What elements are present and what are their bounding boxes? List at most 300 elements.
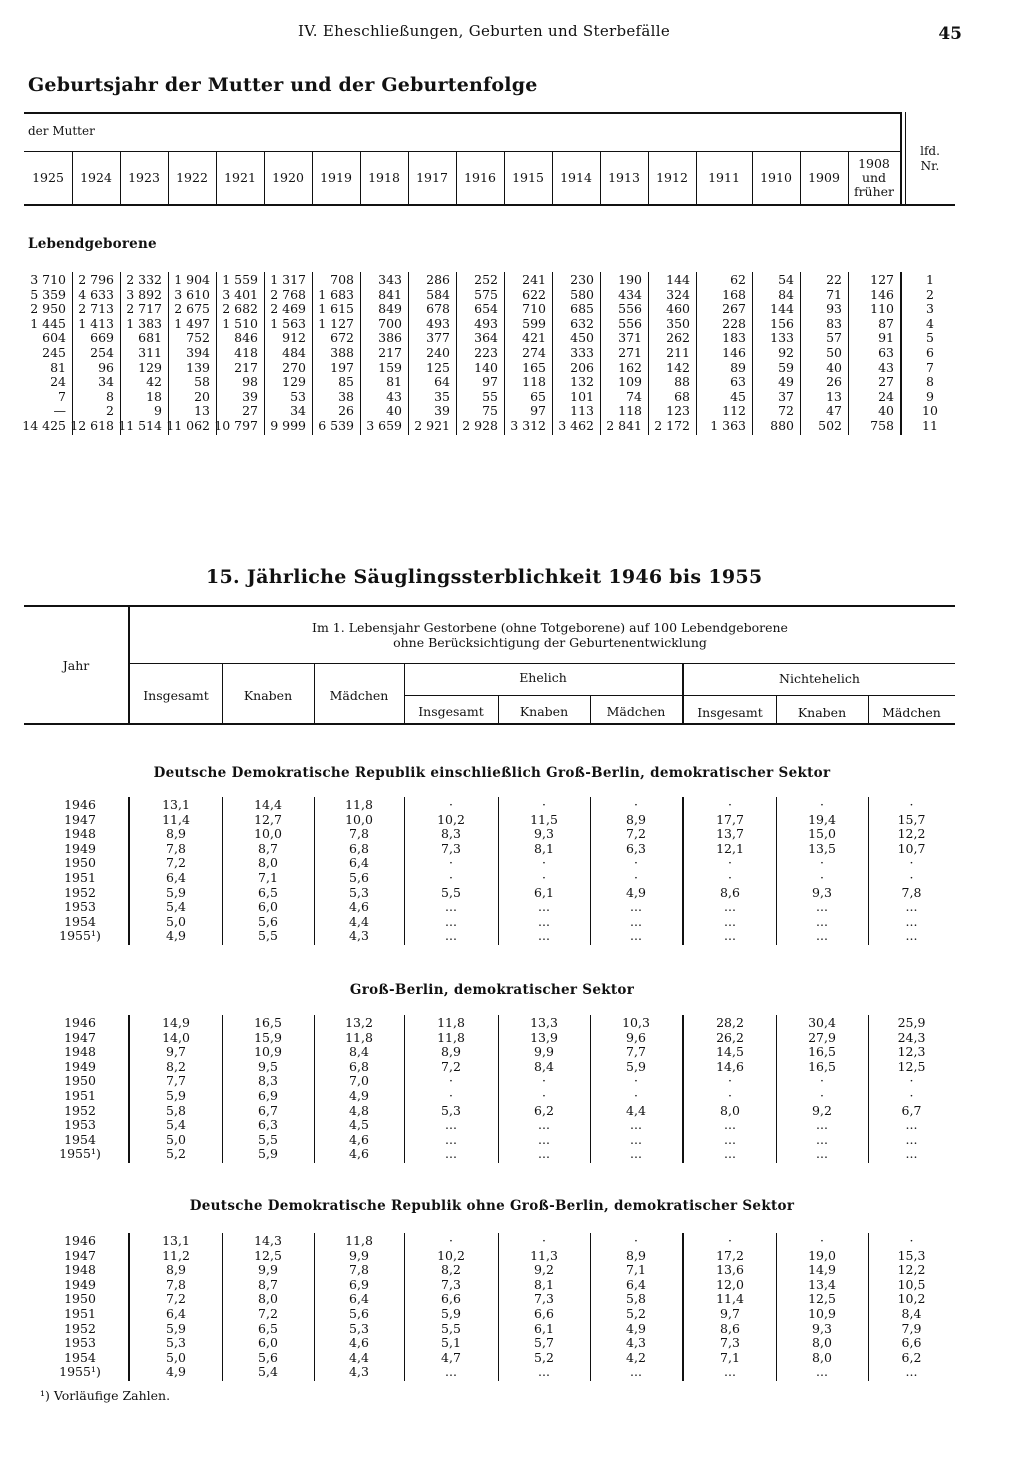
table2-super-header: Im 1. Lebensjahr Gestorbene (ohne Totgeborene) auf 100 Lebendgeborene ohne Berücksichtigung der Geburtenentwicklung <box>312 620 788 650</box>
page-number: 45 <box>938 24 962 44</box>
table-cell: 8,7 <box>258 1276 278 1292</box>
table-cell: 4,9 <box>166 928 186 944</box>
table-cell: 5,0 <box>166 1349 186 1365</box>
table-cell: 5,7 <box>534 1335 554 1351</box>
table-cell: 4,9 <box>626 884 646 900</box>
table-cell: 4,4 <box>349 913 369 929</box>
table-cell: 5,4 <box>166 899 186 915</box>
table-cell: 556 <box>618 301 642 317</box>
table-cell: 55 <box>482 388 498 404</box>
table-cell: 10,5 <box>897 1276 926 1292</box>
table-cell: 11,4 <box>716 1291 744 1307</box>
table-cell: 109 <box>618 374 642 390</box>
table-cell: · <box>820 797 824 812</box>
col-divider <box>408 152 409 204</box>
table-cell: · <box>542 1073 546 1089</box>
table-cell: 8,9 <box>441 1044 461 1060</box>
table-cell: ... <box>630 928 642 944</box>
table-cell: 40 <box>878 403 894 419</box>
header-nichtehelich: Nichtehelich <box>779 671 860 686</box>
table-cell: 8,0 <box>812 1335 832 1351</box>
table-cell: 5,3 <box>441 1102 461 1118</box>
table-cell: ... <box>538 928 550 944</box>
table-cell: 13,2 <box>345 1015 373 1030</box>
table-cell: 484 <box>282 345 306 360</box>
table-cell: · <box>820 1073 824 1089</box>
table-cell: · <box>820 1088 824 1103</box>
table-cell: 2 675 <box>174 301 210 317</box>
table-cell: 4,4 <box>349 1349 369 1365</box>
table-cell: 4,4 <box>626 1102 646 1118</box>
table-cell: ... <box>905 1364 918 1380</box>
table-cell: 8 <box>106 388 114 404</box>
table-cell: ... <box>816 928 828 944</box>
table-cell: 4,6 <box>349 1146 369 1162</box>
table-cell: 10,2 <box>437 1247 465 1263</box>
table-cell: 6,2 <box>534 1102 554 1118</box>
table-cell: ... <box>905 1146 918 1162</box>
table-cell: 3 462 <box>558 418 594 433</box>
table-cell: 350 <box>666 315 690 331</box>
table-cell: 493 <box>474 315 498 331</box>
chapter-title: IV. Eheschließungen, Geburten und Sterbefälle <box>298 22 671 40</box>
table-cell: 5,4 <box>166 1117 186 1133</box>
table-cell: 53 <box>290 388 306 404</box>
table-cell: · <box>728 1073 732 1089</box>
col-divider <box>848 152 849 204</box>
table-cell: 12,3 <box>897 1044 926 1060</box>
table-cell: 8,0 <box>258 1291 278 1307</box>
year-label: 1948 <box>64 1262 96 1278</box>
table-cell: 604 <box>42 330 66 346</box>
table-cell: 371 <box>618 330 642 346</box>
table-cell: 129 <box>282 374 306 390</box>
year-label: 1952 <box>64 1102 96 1118</box>
table-cell: 4,5 <box>349 1117 369 1133</box>
table1-section-title: Lebendgeborene <box>28 236 157 252</box>
year-label: 1951 <box>64 1088 96 1103</box>
table-cell: 27 <box>878 374 894 390</box>
table-cell: 262 <box>666 330 690 346</box>
table-cell: ... <box>445 1117 457 1133</box>
table-cell: 7,2 <box>166 1291 186 1307</box>
table-cell: 6,3 <box>258 1117 278 1133</box>
table-cell: 4 633 <box>78 286 114 302</box>
table-cell: 6,8 <box>349 1058 369 1074</box>
table-cell: 5,8 <box>626 1291 646 1307</box>
table-cell: 35 <box>434 388 450 404</box>
year-header: 1909 <box>808 170 840 185</box>
table-cell: 91 <box>878 330 894 346</box>
table-cell: 343 <box>378 272 402 287</box>
table-cell: 133 <box>770 330 794 346</box>
year-label: 1948 <box>64 1044 96 1060</box>
table-cell: 97 <box>482 374 498 390</box>
table-cell: 5,5 <box>441 1320 461 1336</box>
table-cell: 9,2 <box>534 1262 554 1278</box>
table-cell: 2 682 <box>222 301 258 317</box>
table-cell: 7,2 <box>626 826 646 842</box>
table-cell: ... <box>816 1117 828 1133</box>
table-cell: 2 <box>106 403 114 419</box>
table-cell: 83 <box>826 315 842 331</box>
table-cell: 11,8 <box>437 1029 465 1045</box>
table-cell: ... <box>630 1131 642 1147</box>
table-cell: 190 <box>618 272 642 287</box>
table-cell: 12,5 <box>254 1247 282 1263</box>
table-cell: 8,4 <box>349 1044 369 1060</box>
year-header: 1922 <box>176 170 208 185</box>
table-cell: 6,6 <box>901 1335 922 1351</box>
table-cell: 223 <box>474 345 498 360</box>
table-cell: 14,9 <box>808 1262 836 1278</box>
lfd-number: 5 <box>926 330 934 346</box>
table-cell: 8,1 <box>534 1276 554 1292</box>
table-cell: 63 <box>730 374 746 390</box>
table-cell: · <box>820 1233 824 1248</box>
table-cell: ... <box>630 899 642 915</box>
year-label: 1953 <box>64 899 96 915</box>
table-cell: · <box>634 1088 638 1103</box>
table-cell: 678 <box>426 301 450 317</box>
table-cell: ... <box>538 1146 550 1162</box>
table-cell: 11 062 <box>166 418 210 433</box>
table-cell: 2 950 <box>30 301 66 317</box>
table-cell: 14,5 <box>716 1044 744 1060</box>
table-cell: — <box>53 403 66 419</box>
table-cell: 13,3 <box>530 1015 558 1030</box>
table-cell: 13,1 <box>162 1233 190 1248</box>
table-cell: 50 <box>826 345 842 360</box>
table-cell: 8,1 <box>534 840 554 856</box>
table-cell: 333 <box>570 345 594 360</box>
table-cell: 3 312 <box>510 418 546 433</box>
table-cell: 38 <box>338 388 354 404</box>
table-cell: ... <box>816 913 828 929</box>
lfd-number: 2 <box>926 286 934 302</box>
table-cell: 101 <box>570 388 594 404</box>
table-cell: 394 <box>186 345 210 360</box>
table-cell: ... <box>724 1146 736 1162</box>
table2-section-title: Deutsche Demokratische Republik ohne Groß-Berlin, demokratischer Sektor <box>189 1198 795 1214</box>
table-cell: 26,2 <box>716 1029 744 1045</box>
table-cell: 8,9 <box>626 1247 646 1263</box>
table-cell: 2 172 <box>654 418 690 433</box>
table-cell: 140 <box>474 359 498 375</box>
header-nichtehelich-insgesamt: Insgesamt <box>697 705 763 720</box>
table2-section-title: Groß-Berlin, demokratischer Sektor <box>349 982 635 998</box>
table-cell: 8,0 <box>258 855 278 871</box>
table-cell: 7,1 <box>258 870 278 885</box>
table-cell: 17,2 <box>716 1247 744 1263</box>
table-cell: 5,3 <box>349 884 369 900</box>
table-cell: 5,2 <box>166 1146 186 1162</box>
table-cell: 8,2 <box>441 1262 461 1278</box>
table-cell: 10,9 <box>254 1044 282 1060</box>
table-cell: 11,4 <box>162 811 190 827</box>
table-cell: 5,5 <box>258 928 278 944</box>
year-header: 1910 <box>760 170 792 185</box>
header-ehelich-knaben: Knaben <box>519 704 569 719</box>
table-cell: 8,4 <box>901 1306 922 1321</box>
table-cell: ... <box>630 1146 642 1162</box>
table-cell: 4,8 <box>349 1102 369 1118</box>
table-cell: 125 <box>426 359 450 375</box>
table2-group-rule <box>404 695 955 696</box>
year-header: 1923 <box>128 170 160 185</box>
table-cell: 92 <box>778 345 794 360</box>
table-cell: 7,2 <box>166 855 186 871</box>
table-cell: 6,5 <box>258 884 278 900</box>
table-cell: 40 <box>826 359 842 375</box>
table-cell: 6,4 <box>166 1306 186 1321</box>
table-cell: 6,9 <box>258 1088 278 1103</box>
table-cell: 16,5 <box>808 1044 836 1060</box>
col-divider <box>264 152 265 204</box>
table-cell: 7,7 <box>166 1073 186 1089</box>
table-cell: 7,3 <box>534 1291 554 1307</box>
table-cell: 10,3 <box>622 1015 650 1030</box>
table-cell: · <box>634 870 638 885</box>
col-divider <box>600 152 601 204</box>
table-cell: 13,7 <box>716 826 744 842</box>
table-cell: 5,0 <box>166 1131 186 1147</box>
table-cell: 71 <box>826 286 842 302</box>
table-cell: 6,1 <box>534 884 554 900</box>
table-cell: · <box>909 1088 914 1103</box>
table1-top-label: der Mutter <box>28 124 95 138</box>
table-cell: · <box>728 797 732 812</box>
table-cell: 159 <box>378 359 402 375</box>
table-cell: 11,8 <box>345 1233 373 1248</box>
table-cell: 4,2 <box>626 1349 646 1365</box>
table-cell: 4,7 <box>441 1349 461 1365</box>
table-cell: 274 <box>522 345 546 360</box>
year-label: 1953 <box>64 1335 96 1351</box>
table-cell: 4,9 <box>349 1088 369 1103</box>
table-cell: 84 <box>778 286 794 302</box>
col-divider <box>752 152 753 204</box>
table-cell: 8,9 <box>626 811 646 827</box>
table-cell: 1 413 <box>78 315 114 331</box>
year-label: 1950 <box>64 1291 96 1307</box>
table-cell: 2 717 <box>126 301 162 317</box>
year-label: 1951 <box>64 870 96 885</box>
year-label: 1954 <box>64 1131 96 1147</box>
table-cell: 1 497 <box>174 315 210 331</box>
table-cell: 6,7 <box>901 1102 922 1118</box>
table-cell: 1 383 <box>126 315 162 331</box>
table-cell: 4,6 <box>349 1131 369 1147</box>
table-cell: ... <box>724 1117 736 1133</box>
year-header: 1914 <box>560 170 592 185</box>
table-cell: 9,5 <box>258 1058 278 1074</box>
table-cell: 7,8 <box>166 840 186 856</box>
table-cell: 26 <box>826 374 842 390</box>
year-header: 1916 <box>464 170 496 185</box>
table-cell: 4,3 <box>349 928 369 944</box>
table-cell: 13,1 <box>162 797 190 812</box>
table-cell: 230 <box>570 272 594 287</box>
table-cell: 14 425 <box>22 418 66 433</box>
table-cell: 24 <box>878 388 894 404</box>
year-header: 1908 und früher <box>853 156 895 199</box>
table-cell: 15,7 <box>897 811 926 827</box>
table-cell: ... <box>724 928 736 944</box>
table-cell: ... <box>816 1131 828 1147</box>
table2-jahr-divider <box>128 605 130 724</box>
table-cell: 10,0 <box>254 826 282 842</box>
table-cell: 493 <box>426 315 450 331</box>
table-cell: 57 <box>826 330 842 346</box>
table-cell: 15,3 <box>897 1247 926 1263</box>
table-cell: 146 <box>722 345 746 360</box>
table-cell: 270 <box>282 359 306 375</box>
table-cell: 556 <box>618 315 642 331</box>
year-label: 1947 <box>64 1247 96 1263</box>
table-cell: 254 <box>90 345 114 360</box>
table-cell: 880 <box>770 418 794 433</box>
year-label: 1955¹) <box>59 1146 101 1162</box>
year-header: 1920 <box>272 170 304 185</box>
table-cell: 206 <box>570 359 594 375</box>
table-cell: 846 <box>234 330 258 346</box>
table-cell: ... <box>538 899 550 915</box>
table-cell: 584 <box>426 286 450 302</box>
table-cell: 10,9 <box>808 1306 836 1321</box>
table-cell: 271 <box>618 345 642 360</box>
table-cell: 45 <box>730 388 746 404</box>
table-cell: 4,3 <box>626 1335 646 1351</box>
col-divider <box>120 152 121 204</box>
table-cell: 24,3 <box>897 1029 926 1045</box>
table-cell: 88 <box>674 374 690 390</box>
year-label: 1950 <box>64 1073 96 1089</box>
lfd-number: 3 <box>926 301 934 317</box>
year-label: 1949 <box>64 1276 96 1292</box>
table-cell: 62 <box>730 272 746 287</box>
table-cell: · <box>820 870 824 885</box>
table-cell: 34 <box>98 374 114 390</box>
table-cell: 9,3 <box>812 1320 832 1336</box>
table-cell: 575 <box>474 286 498 302</box>
table-cell: 165 <box>522 359 546 375</box>
table-cell: 10,2 <box>897 1291 926 1307</box>
year-header: 1925 <box>32 170 64 185</box>
table-cell: · <box>909 870 914 885</box>
table-cell: 240 <box>426 345 450 360</box>
table-cell: ... <box>905 1117 918 1133</box>
table-cell: 6,7 <box>258 1102 278 1118</box>
table-cell: · <box>542 1088 546 1103</box>
table-cell: 87 <box>878 315 894 331</box>
table-cell: 10 797 <box>214 418 258 433</box>
table-cell: 11,8 <box>437 1015 465 1030</box>
table-cell: 5,3 <box>166 1335 186 1351</box>
table-cell: 6,4 <box>349 855 369 871</box>
table-cell: 96 <box>98 359 114 375</box>
table-cell: 197 <box>330 359 354 375</box>
table-cell: 85 <box>338 374 354 390</box>
table-cell: 5,6 <box>349 870 369 885</box>
table-cell: 7,3 <box>441 1276 461 1292</box>
table-cell: 849 <box>378 301 402 317</box>
year-header: 1911 <box>708 170 740 185</box>
year-header: 1918 <box>368 170 400 185</box>
col-divider <box>800 152 801 204</box>
table-cell: 142 <box>666 359 690 375</box>
header-ehelich-maedchen: Mädchen <box>606 704 666 719</box>
table1-title: Geburtsjahr der Mutter und der Geburtenfolge <box>28 74 538 96</box>
table-cell: · <box>449 1073 453 1089</box>
table-cell: 6,4 <box>349 1291 369 1307</box>
table-cell: 13 <box>826 388 842 404</box>
table-cell: 7,8 <box>901 884 922 900</box>
table-cell: 12,2 <box>897 1262 926 1278</box>
table-cell: 9,3 <box>812 884 832 900</box>
table-cell: 15,0 <box>808 826 836 842</box>
table-cell: 311 <box>138 345 162 360</box>
table-cell: 118 <box>522 374 546 390</box>
table-cell: · <box>449 797 453 812</box>
table-cell: 39 <box>242 388 258 404</box>
lfd-number: 8 <box>926 374 934 390</box>
table-cell: 9,9 <box>534 1044 554 1060</box>
table-cell: 68 <box>674 388 690 404</box>
table-cell: 7,8 <box>349 826 369 842</box>
table-cell: 19,4 <box>808 811 836 827</box>
table-cell: 7 <box>58 388 66 404</box>
table-cell: ... <box>538 1364 550 1380</box>
year-label: 1955¹) <box>59 1364 101 1380</box>
table-cell: 113 <box>570 403 594 419</box>
table-cell: 3 710 <box>30 272 66 287</box>
table-cell: ... <box>538 1117 550 1133</box>
table-cell: 8,0 <box>720 1102 740 1118</box>
table-cell: 7,7 <box>626 1044 646 1060</box>
table-cell: 6,6 <box>441 1291 461 1307</box>
table-cell: ... <box>905 1131 918 1147</box>
table-cell: 421 <box>522 330 546 346</box>
table-cell: 74 <box>626 388 642 404</box>
table-cell: 12,1 <box>716 840 744 856</box>
header-knaben: Knaben <box>243 688 293 703</box>
table-cell: 1 445 <box>30 315 66 331</box>
table-cell: 5,2 <box>626 1306 646 1321</box>
table-cell: 16,5 <box>254 1015 282 1030</box>
table-cell: 30,4 <box>808 1015 836 1030</box>
table-cell: 2 841 <box>606 418 642 433</box>
col-divider <box>72 152 73 204</box>
table-cell: 14,9 <box>162 1015 190 1030</box>
year-label: 1954 <box>64 1349 96 1365</box>
table-cell: 13,4 <box>808 1276 836 1292</box>
lfd-number: 1 <box>926 272 934 287</box>
year-header: 1915 <box>512 170 544 185</box>
table-cell: 7,1 <box>720 1349 740 1365</box>
table-cell: 7,3 <box>720 1335 740 1351</box>
table-cell: 12 618 <box>70 418 114 433</box>
table-cell: 7,2 <box>441 1058 461 1074</box>
table-cell: 14,0 <box>162 1029 190 1045</box>
table2-subheader-rule <box>130 663 955 664</box>
table-cell: ... <box>905 899 918 915</box>
table-cell: 245 <box>42 345 66 360</box>
table-cell: · <box>542 797 546 812</box>
table1-header-bottom-rule <box>24 204 955 206</box>
table-cell: 65 <box>530 388 546 404</box>
table-cell: 5,4 <box>258 1364 278 1380</box>
